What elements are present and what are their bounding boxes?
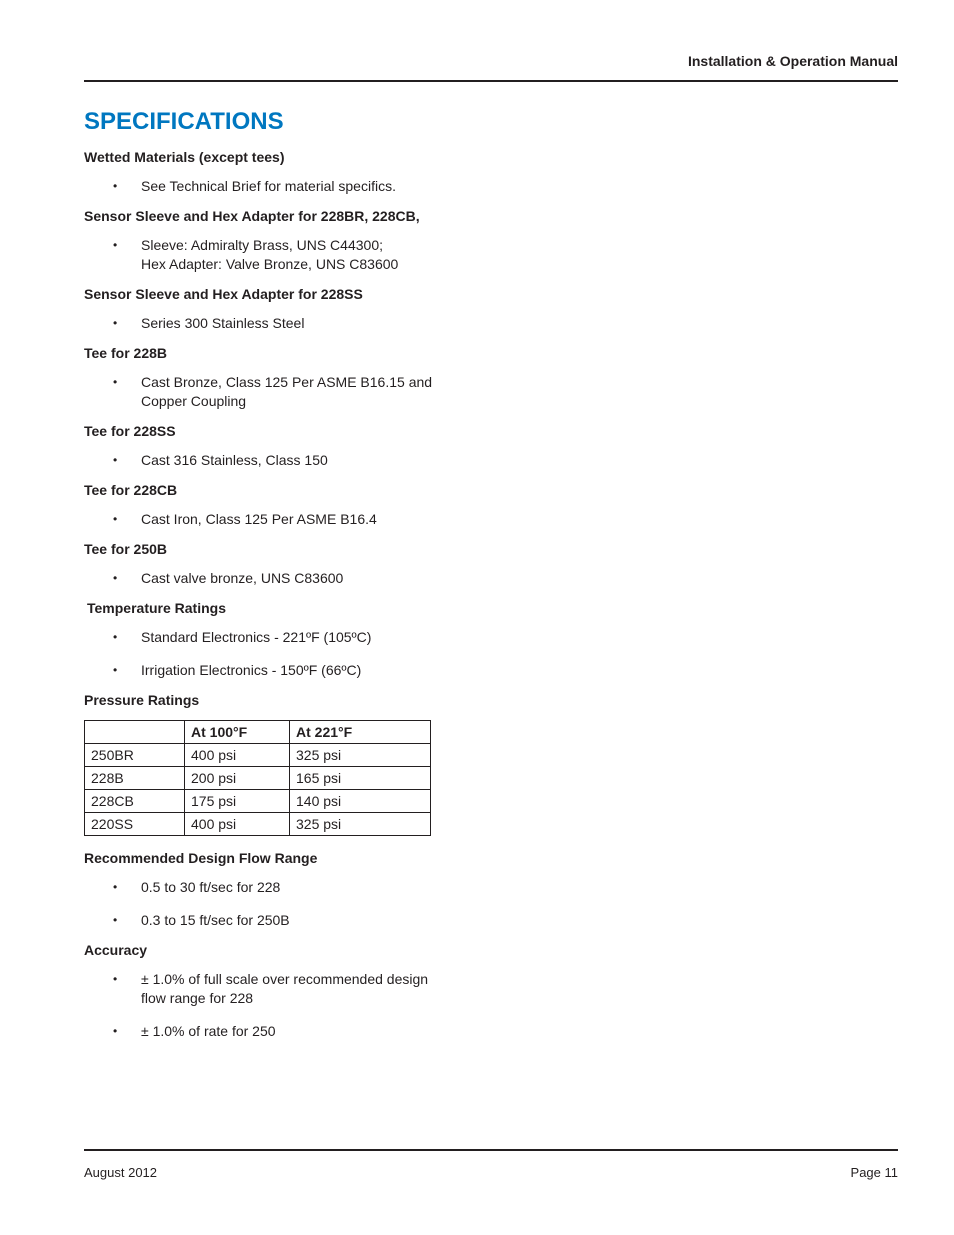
bullet-icon: • — [113, 316, 118, 330]
bullet-text: Irrigation Electronics - 150ºF (66ºC) — [141, 662, 362, 678]
bullet-text: Sleeve: Admiralty Brass, UNS C44300; — [141, 237, 383, 253]
table-row — [85, 790, 431, 813]
table-row — [85, 744, 431, 767]
bullet-text: Standard Electronics - 221ºF (105ºC) — [141, 629, 372, 645]
bullet-text: Cast Bronze, Class 125 Per ASME B16.15 and — [141, 374, 433, 390]
table-cell: 165 psi — [290, 767, 431, 790]
bullet-icon: • — [113, 571, 118, 585]
bullet-icon: • — [113, 880, 118, 894]
header-rule — [84, 80, 898, 82]
section-heading: Tee for 250B — [84, 541, 167, 557]
table-cell: 175 psi — [185, 790, 290, 813]
footer-rule — [84, 1149, 898, 1151]
bullet-list — [84, 177, 504, 196]
bullet-icon: • — [113, 630, 118, 644]
table-header-row — [85, 721, 431, 744]
table-cell: 400 psi — [185, 744, 290, 767]
table-row — [85, 813, 431, 836]
section-heading: Sensor Sleeve and Hex Adapter for 228BR, 228CB, — [84, 208, 420, 224]
bullet-item — [84, 569, 504, 588]
section-heading: Tee for 228CB — [84, 482, 178, 498]
bullet-list — [84, 451, 504, 470]
table-row — [85, 767, 431, 790]
table-header-cell — [85, 721, 185, 744]
table-cell: 220SS — [85, 813, 185, 836]
bullet-icon: • — [113, 453, 118, 467]
table-cell: 140 psi — [290, 790, 431, 813]
section-heading: Pressure Ratings — [84, 692, 200, 708]
bullet-list — [84, 236, 504, 274]
table-header-cell: At 221°F — [290, 721, 431, 744]
table-cell: 228CB — [85, 790, 185, 813]
bullet-icon: • — [113, 179, 118, 193]
bullet-icon: • — [113, 512, 118, 526]
bullet-icon: • — [113, 913, 118, 927]
section-heading: Recommended Design Flow Range — [84, 850, 318, 866]
bullet-icon: • — [113, 375, 118, 389]
table-cell: 200 psi — [185, 767, 290, 790]
bullet-item — [84, 661, 504, 680]
bullet-item — [84, 236, 504, 274]
bullet-text: ± 1.0% of rate for 250 — [141, 1023, 276, 1039]
bullet-item — [84, 314, 504, 333]
table-cell: 400 psi — [185, 813, 290, 836]
bullet-text: Cast 316 Stainless, Class 150 — [141, 452, 328, 468]
bullet-item — [84, 177, 504, 196]
bullet-list — [84, 628, 504, 680]
section-heading: Temperature Ratings — [87, 600, 226, 616]
bullet-icon: • — [113, 663, 118, 677]
table-cell: 250BR — [85, 744, 185, 767]
section-heading: Tee for 228SS — [84, 423, 176, 439]
bullet-item — [84, 628, 504, 647]
bullet-text: 0.3 to 15 ft/sec for 250B — [141, 912, 290, 928]
bullet-item — [84, 1022, 504, 1041]
table-cell: 325 psi — [290, 813, 431, 836]
bullet-icon: • — [113, 1024, 118, 1038]
table-header-cell: At 100°F — [185, 721, 290, 744]
bullet-item — [84, 373, 504, 411]
specifications-content — [84, 148, 504, 1052]
bullet-item — [84, 510, 504, 529]
section-heading: Wetted Materials (except tees) — [84, 149, 285, 165]
header-title: Installation & Operation Manual — [687, 53, 898, 69]
bullet-text: flow range for 228 — [141, 990, 254, 1006]
bullet-list — [84, 569, 504, 588]
bullet-text: Hex Adapter: Valve Bronze, UNS C83600 — [141, 256, 399, 272]
bullet-item — [84, 878, 504, 897]
bullet-list — [84, 878, 504, 930]
section-heading: Accuracy — [84, 942, 148, 958]
bullet-text: Cast Iron, Class 125 Per ASME B16.4 — [141, 511, 377, 527]
bullet-item — [84, 970, 504, 1008]
bullet-item — [84, 911, 504, 930]
bullet-text: ± 1.0% of full scale over recommended design — [141, 971, 429, 987]
bullet-list — [84, 510, 504, 529]
bullet-icon: • — [113, 972, 118, 986]
footer-page-number: Page 11 — [850, 1165, 898, 1180]
bullet-icon: • — [113, 238, 118, 252]
pressure-ratings-table — [84, 720, 431, 836]
bullet-list — [84, 373, 504, 411]
section-heading: Sensor Sleeve and Hex Adapter for 228SS — [84, 286, 363, 302]
table-cell: 228B — [85, 767, 185, 790]
table-cell: 325 psi — [290, 744, 431, 767]
bullet-text: 0.5 to 30 ft/sec for 228 — [141, 879, 281, 895]
bullet-list — [84, 314, 504, 333]
bullet-text: See Technical Brief for material specifics. — [141, 178, 396, 194]
section-heading: Tee for 228B — [84, 345, 167, 361]
bullet-item — [84, 451, 504, 470]
footer-date: August 2012 — [84, 1165, 158, 1180]
bullet-text: Series 300 Stainless Steel — [141, 315, 305, 331]
bullet-text: Cast valve bronze, UNS C83600 — [141, 570, 344, 586]
bullet-text: Copper Coupling — [141, 393, 247, 409]
bullet-list — [84, 970, 504, 1041]
page-title: SPECIFICATIONS — [84, 108, 284, 135]
